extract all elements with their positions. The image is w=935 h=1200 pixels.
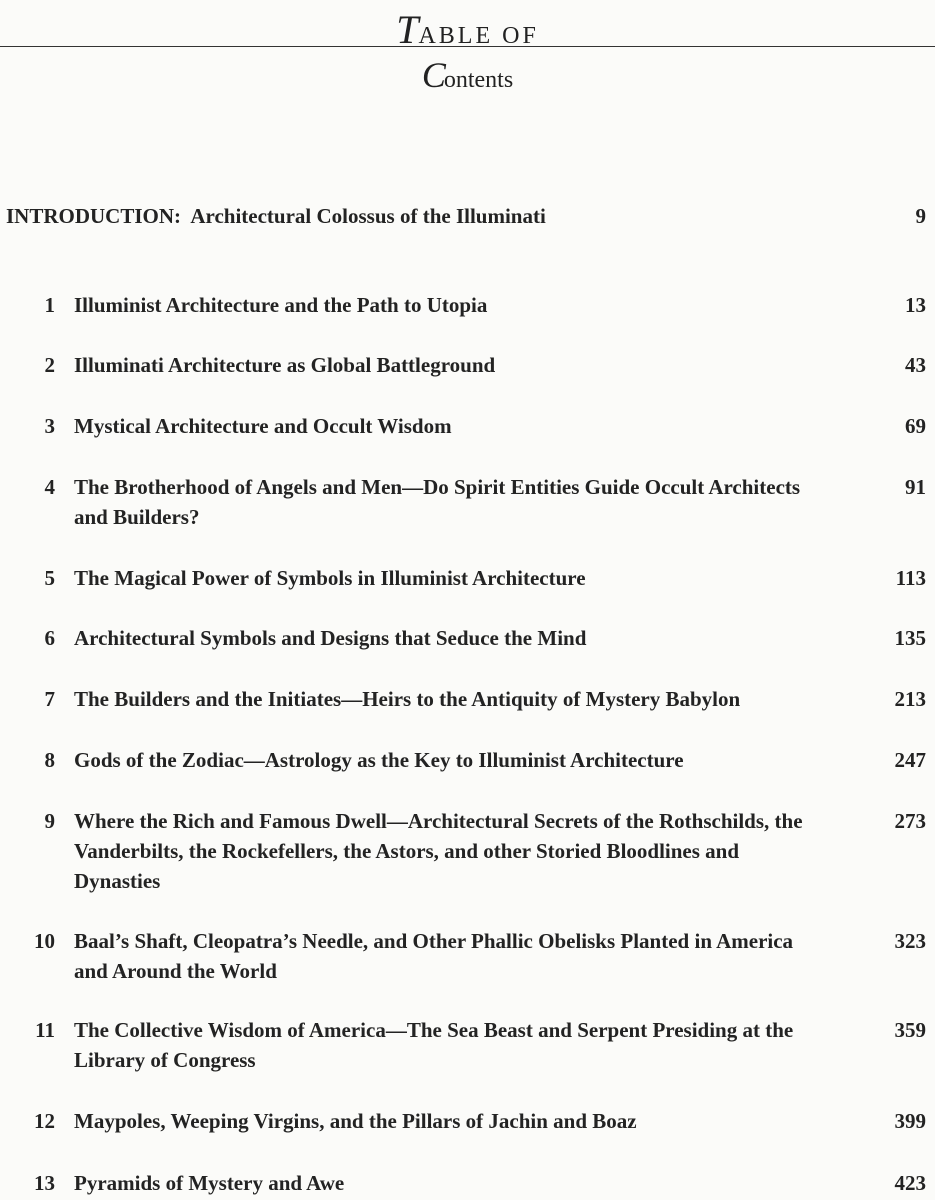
chapter-page-number: 43 bbox=[905, 353, 926, 377]
introduction-title bbox=[6, 201, 836, 231]
chapter-page-number: 423 bbox=[894, 1171, 926, 1195]
chapter-title: Illuminist Architecture and the Path to Utopia bbox=[74, 293, 488, 317]
chapter-page-number: 135 bbox=[894, 626, 926, 650]
chapter-title: Gods of the Zodiac—Astrology as the Key to Illuminist Architecture bbox=[74, 748, 684, 772]
heading-line-2 bbox=[0, 54, 935, 96]
chapter-number: 13 bbox=[34, 1171, 55, 1195]
chapter-number: 5 bbox=[44, 566, 55, 590]
introduction-title-text: Architectural Colossus of the Illuminati bbox=[190, 204, 546, 228]
chapter-title: Illuminati Architecture as Global Battleground bbox=[74, 353, 496, 377]
chapter-title: Baal’s Shaft, Cleopatra’s Needle, and Other Phallic Obelisks Planted in America and Around the World bbox=[74, 929, 794, 983]
heading-initial-t: T bbox=[396, 7, 419, 52]
chapter-title: The Builders and the Initiates—Heirs to the Antiquity of Mystery Babylon bbox=[74, 687, 741, 711]
chapter-number: 8 bbox=[44, 748, 55, 772]
chapter-number: 3 bbox=[44, 414, 55, 438]
chapter-number: 9 bbox=[44, 809, 55, 833]
chapter-number: 7 bbox=[44, 687, 55, 711]
chapter-number: 6 bbox=[44, 626, 55, 650]
chapter-title: The Collective Wisdom of America—The Sea Beast and Serpent Presiding at the Library of Congress bbox=[74, 1018, 794, 1072]
introduction-page-number: 9 bbox=[915, 204, 926, 228]
chapter-title: The Brotherhood of Angels and Men—Do Spirit Entities Guide Occult Architects and Builders? bbox=[74, 475, 801, 529]
chapter-title: Maypoles, Weeping Virgins, and the Pillars of Jachin and Boaz bbox=[74, 1109, 637, 1133]
chapter-number: 10 bbox=[34, 929, 55, 953]
chapter-number: 12 bbox=[34, 1109, 55, 1133]
chapter-number: 11 bbox=[35, 1018, 55, 1042]
chapter-page-number: 399 bbox=[894, 1109, 926, 1133]
chapter-number: 2 bbox=[44, 353, 55, 377]
heading-rule bbox=[0, 46, 935, 47]
chapter-page-number: 247 bbox=[894, 748, 926, 772]
chapter-page-number: 113 bbox=[895, 566, 926, 590]
chapter-page-number: 323 bbox=[894, 929, 926, 953]
chapter-page-number: 13 bbox=[905, 293, 926, 317]
chapter-title: Where the Rich and Famous Dwell—Architectural Secrets of the Rothschilds, the Vanderbilts, the Rockefellers, the Astors, and other Storied Bloodlines and Dynasties bbox=[74, 809, 803, 893]
introduction-label: INTRODUCTION: bbox=[6, 204, 182, 228]
chapter-title: The Magical Power of Symbols in Illuminist Architecture bbox=[74, 566, 586, 590]
chapter-title: Architectural Symbols and Designs that Seduce the Mind bbox=[74, 626, 587, 650]
heading-text-table-of: ABLE OF bbox=[418, 23, 539, 49]
heading-text-contents: ontents bbox=[443, 67, 514, 93]
chapter-title: Pyramids of Mystery and Awe bbox=[74, 1171, 345, 1195]
chapter-page-number: 91 bbox=[905, 475, 926, 499]
heading-initial-c: C bbox=[421, 55, 446, 95]
chapter-page-number: 69 bbox=[905, 414, 926, 438]
chapter-number: 4 bbox=[44, 475, 55, 499]
chapter-page-number: 359 bbox=[894, 1018, 926, 1042]
chapter-number: 1 bbox=[44, 293, 55, 317]
chapter-title: Mystical Architecture and Occult Wisdom bbox=[74, 414, 452, 438]
chapter-page-number: 273 bbox=[894, 809, 926, 833]
chapter-page-number: 213 bbox=[894, 687, 926, 711]
